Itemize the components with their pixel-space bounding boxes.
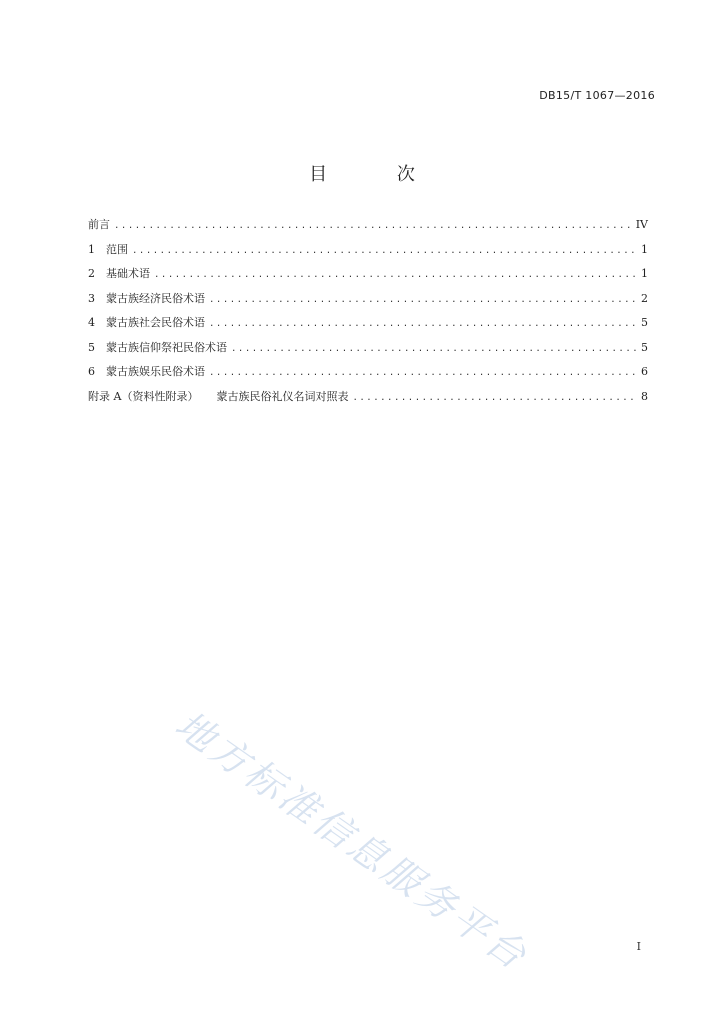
table-of-contents	[88, 218, 648, 414]
toc-entry-number: 3	[88, 291, 95, 305]
toc-entry-title: 基础术语	[106, 267, 150, 280]
toc-entry-number: 2	[88, 267, 95, 280]
toc-entry-prefix: 附录 A（资料性附录）	[88, 389, 199, 403]
toc-entry-title: 前言	[88, 218, 110, 231]
toc-entry-title: 范围	[106, 242, 128, 256]
toc-entry-basic-terms[interactable]	[88, 267, 648, 292]
toc-entry-number: 1	[88, 242, 95, 256]
toc-entry-title: 蒙古族经济民俗术语	[106, 291, 205, 305]
toc-entry-entertainment-folklore[interactable]	[88, 365, 648, 390]
dot-leader	[209, 293, 636, 307]
toc-entry-belief-folklore[interactable]	[88, 341, 648, 366]
dot-leader	[352, 391, 636, 405]
toc-entry-social-folklore[interactable]	[88, 316, 648, 341]
toc-entry-page: 8	[641, 389, 648, 403]
toc-entry-page: 2	[641, 291, 648, 305]
page-folio: I	[636, 940, 641, 953]
toc-entry-number: 6	[88, 365, 95, 378]
dot-leader	[231, 342, 636, 356]
toc-entry-page: 5	[641, 340, 648, 354]
toc-entry-title: 蒙古族民俗礼仪名词对照表	[216, 389, 349, 403]
toc-entry-title: 蒙古族信仰祭祀民俗术语	[106, 340, 227, 354]
toc-entry-page: 6	[641, 365, 648, 378]
toc-entry-title: 蒙古族社会民俗术语	[106, 316, 205, 329]
dot-leader	[154, 268, 636, 282]
dot-leader	[209, 317, 636, 331]
dot-leader	[132, 244, 636, 258]
toc-title: 目 次	[309, 164, 447, 185]
toc-entry-foreword[interactable]	[88, 218, 648, 243]
toc-entry-scope[interactable]	[88, 243, 648, 268]
toc-entry-page: IV	[635, 218, 648, 231]
toc-entry-appendix-a[interactable]	[88, 390, 648, 415]
dot-leader	[114, 219, 632, 233]
dot-leader	[209, 366, 636, 380]
watermark-text: 地方标准信息服务平台	[167, 702, 537, 980]
toc-entry-economic-folklore[interactable]	[88, 292, 648, 317]
standard-code: DB15/T 1067—2016	[539, 89, 655, 102]
toc-entry-number: 4	[88, 316, 95, 329]
toc-entry-page: 5	[641, 316, 648, 329]
toc-entry-number: 5	[88, 340, 95, 354]
toc-entry-title: 蒙古族娱乐民俗术语	[106, 365, 205, 378]
toc-entry-page: 1	[641, 242, 648, 256]
toc-entry-page: 1	[641, 267, 648, 280]
